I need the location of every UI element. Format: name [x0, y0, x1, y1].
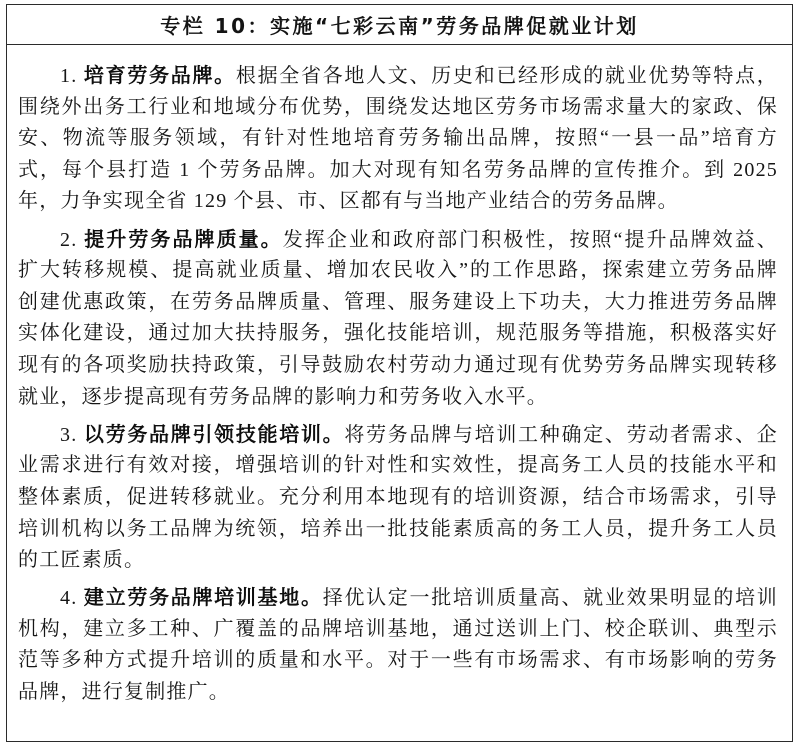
text-line: 式，每个县打造 1 个劳务品牌。加大对现有知名劳务品牌的宣传推介。到 2025	[18, 158, 778, 181]
paragraph-first-line	[18, 419, 778, 451]
item-heading: 培育劳务品牌。	[83, 63, 236, 87]
paragraph-1	[18, 60, 778, 218]
column-title: 专栏 10：实施“七彩云南”劳务品牌促就业计划	[7, 5, 792, 45]
paragraph-first-line	[18, 60, 778, 92]
text-line: 品牌，进行复制推广。	[18, 681, 230, 704]
text-line: 的工匠素质。	[18, 549, 146, 572]
item-number: 4.	[60, 587, 78, 610]
text-line: 扩大转移规模、提高就业质量、增加农民收入”的工作思路，探索建立劳务品牌	[18, 259, 778, 282]
text-line-rest: 将劳务品牌与培训工种确定、劳动者需求、企	[344, 423, 779, 446]
item-number: 2.	[60, 228, 78, 251]
paragraph-4	[18, 582, 778, 708]
item-number: 3.	[60, 423, 78, 446]
column-box	[6, 4, 793, 742]
paragraph-2	[18, 224, 778, 414]
item-heading: 建立劳务品牌培训基地。	[83, 585, 323, 610]
text-line: 安、物流等服务领域，有针对性地培育劳务输出品牌，按照“一县一品”培育方	[18, 127, 778, 150]
paragraph-first-line	[18, 582, 778, 614]
text-line-rest: 发挥企业和政府部门积极性，按照“提升品牌效益、	[282, 228, 778, 251]
paragraph-3	[18, 419, 778, 577]
text-line: 实体化建设，通过加大扶持服务，强化技能培训，规范服务等措施，积极落实好	[18, 322, 778, 345]
text-line: 业需求进行有效对接，增强培训的针对性和实效性，提高务工人员的技能水平和	[18, 454, 778, 477]
text-line: 范等多种方式提升培训的质量和水平。对于一些有市场需求、有市场影响的劳务	[18, 649, 778, 672]
text-line: 创建优惠政策，在劳务品牌质量、管理、服务建设上下功夫，大力推进劳务品牌	[18, 290, 778, 313]
text-line: 培训机构以务工品牌为统领，培养出一批技能素质高的务工人员，提升务工人员	[18, 517, 778, 540]
text-line: 整体素质，促进转移就业。充分利用本地现有的培训资源，结合市场需求，引导	[18, 485, 778, 508]
item-number: 1.	[60, 65, 78, 87]
column-body	[7, 45, 792, 709]
item-heading: 提升劳务品牌质量。	[83, 226, 283, 251]
text-line: 机构，建立多工种、广覆盖的品牌培训基地，通过送训上门、校企联训、典型示	[18, 617, 778, 640]
text-line-rest: 择优认定一批培训质量高、就业效果明显的培训	[322, 587, 779, 610]
text-line-rest: 根据全省各地人文、历史和已经形成的就业优势等特点，	[235, 65, 778, 87]
paragraph-first-line	[18, 224, 778, 256]
text-line: 围绕外出务工行业和地域分布优势，围绕发达地区劳务市场需求量大的家政、保	[18, 95, 778, 118]
text-line: 就业，逐步提高现有劳务品牌的影响力和劳务收入水平。	[18, 385, 548, 408]
text-line: 年，力争实现全省 129 个县、市、区都有与当地产业结合的劳务品牌。	[18, 190, 679, 213]
text-line: 现有的各项奖励扶持政策，引导鼓励农村劳动力通过现有优势劳务品牌实现转移	[18, 353, 778, 376]
item-heading: 以劳务品牌引领技能培训。	[83, 421, 345, 446]
